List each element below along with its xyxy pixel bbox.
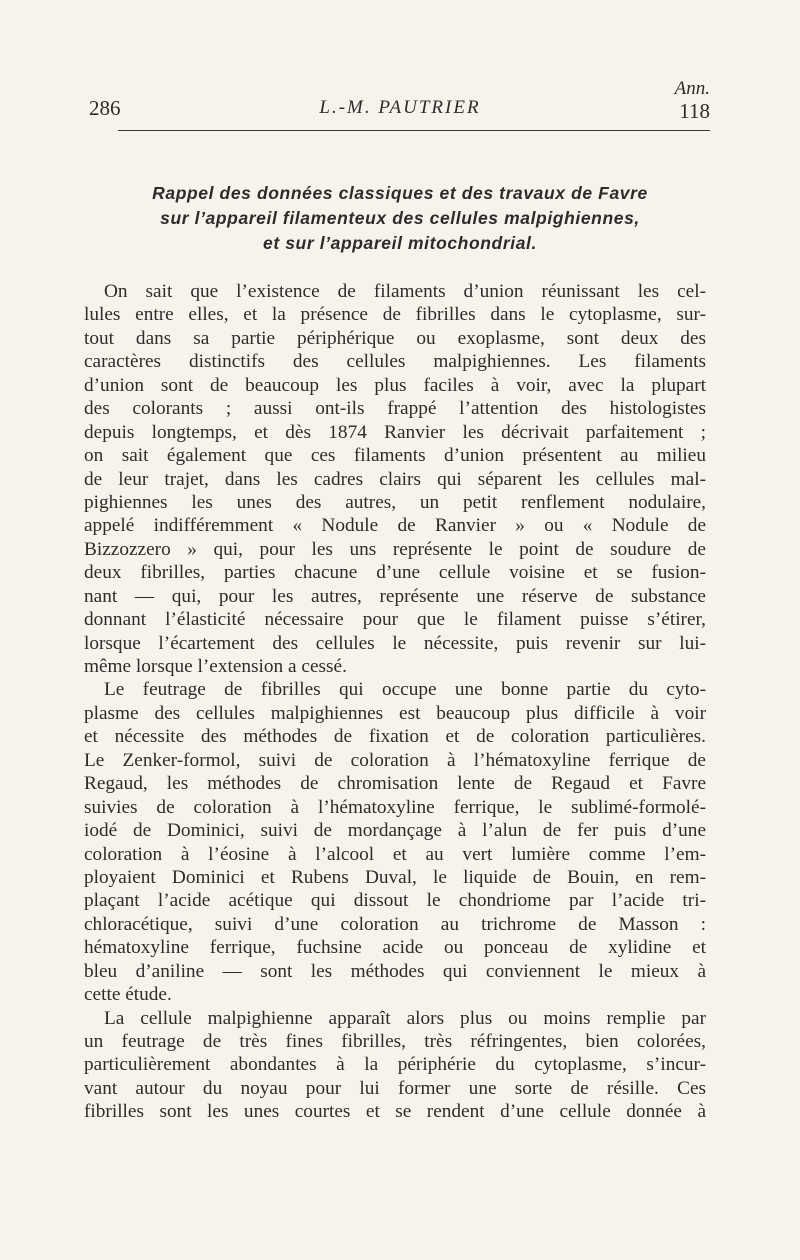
text-line: depuis longtemps, et dès 1874 Ranvier les décrivait parfaitement ; (84, 421, 706, 443)
text-line: particulièrement abondantes à la périphérie du cytoplasme, s’incur- (84, 1054, 706, 1076)
text-line: cette étude. (84, 984, 172, 1006)
text-line: nant — qui, pour les autres, représente une réserve de substance (84, 585, 706, 607)
text-line: La cellule malpighienne apparaît alors plus ou moins remplie par (104, 1007, 706, 1029)
text-line: hématoxyline ferrique, fuchsine acide ou ponceau de xylidine et (84, 937, 706, 959)
annotation-number: 118 (679, 99, 710, 123)
section-heading (90, 181, 710, 256)
heading-line: sur l’appareil filamenteux des cellules malpighiennes, (160, 208, 640, 228)
text-line: tout dans sa partie périphérique ou exoplasme, sont deux des (84, 327, 706, 349)
text-line: même lorsque l’extension a cessé. (84, 656, 347, 677)
margin-annotation (675, 78, 710, 122)
text-line: et nécessite des méthodes de fixation et de coloration particulières. (84, 726, 706, 748)
text-line: suivies de coloration à l’hématoxyline ferrique, le sublimé-formolé- (84, 796, 706, 818)
text-line: de leur trajet, dans les cadres clairs qui séparent les cellules mal- (84, 468, 706, 490)
heading-line: Rappel des données classiques et des travaux de Favre (152, 183, 648, 203)
text-line: caractères distinctifs des cellules malpighiennes. Les filaments (84, 351, 706, 373)
text-line: lules entre elles, et la présence de fibrilles dans le cytoplasme, sur- (84, 304, 706, 326)
text-line: plasme des cellules malpighiennes est beaucoup plus difficile à voir (84, 702, 706, 724)
text-line: Le feutrage de fibrilles qui occupe une bonne partie du cyto- (104, 679, 706, 701)
text-line: plaçant l’acide acétique qui dissout le chondriome par l’acide tri- (84, 890, 706, 912)
text-line: deux fibrilles, parties chacune d’une cellule voisine et se fusion- (84, 562, 706, 584)
text-line: iodé de Dominici, suivi de mordançage à l’alun de fer puis d’une (84, 820, 706, 842)
text-line: Regaud, les méthodes de chromisation lente de Regaud et Favre (84, 773, 706, 795)
text-line: pighiennes les unes des autres, un petit renflement nodulaire, (84, 491, 706, 513)
heading-line: et sur l’appareil mitochondrial. (263, 233, 537, 253)
text-line: bleu d’aniline — sont les méthodes qui conviennent le mieux à (84, 960, 706, 982)
text-line: appelé indifféremment « Nodule de Ranvier » ou « Nodule de (84, 515, 706, 537)
text-line: d’union sont de beaucoup les plus faciles à voir, avec la plupart (84, 374, 706, 396)
text-line: fibrilles sont les unes courtes et se rendent d’une cellule donnée à (84, 1101, 706, 1123)
text-line: ployaient Dominici et Rubens Duval, le liquide de Bouin, en rem- (84, 866, 706, 888)
text-line: un feutrage de très fines fibrilles, très réfringentes, bien colorées, (84, 1031, 706, 1052)
text-line: lorsque l’écartement des cellules le nécessite, puis revenir sur lui- (84, 632, 706, 654)
text-line: on sait également que ces filaments d’union présentent au milieu (84, 445, 706, 467)
page-number: 286 (89, 96, 121, 120)
running-head: L.-M. PAUTRIER (319, 97, 481, 118)
text-line: On sait que l’existence de filaments d’union réunissant les cel- (104, 281, 706, 302)
text-line: vant autour du noyau pour lui former une sorte de résille. Ces (84, 1077, 706, 1099)
text-line: coloration à l’éosine à l’alcool et au vert lumière comme l’em- (84, 843, 706, 865)
header-rule (118, 130, 710, 131)
text-line: chloracétique, suivi d’une coloration au trichrome de Masson : (84, 913, 706, 935)
annotation-label: Ann. (674, 78, 710, 99)
text-line: donnant l’élasticité nécessaire pour que le filament puisse s’étirer, (84, 609, 706, 631)
text-line: des colorants ; aussi ont-ils frappé l’attention des histologistes (84, 398, 706, 420)
body-text (84, 280, 706, 1124)
text-line: Le Zenker-formol, suivi de coloration à l’hématoxyline ferrique de (84, 749, 706, 771)
text-line: Bizzozzero » qui, pour les uns représente le point de soudure de (84, 538, 706, 560)
